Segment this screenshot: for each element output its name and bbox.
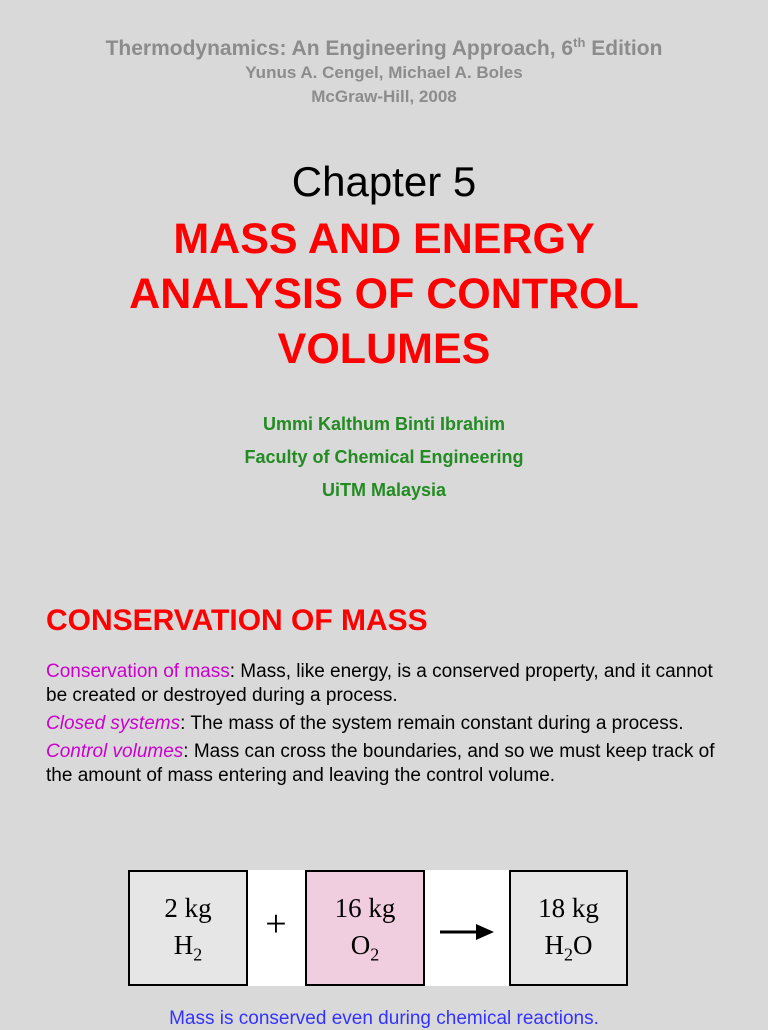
chapter-label: Chapter 5 (291, 158, 477, 205)
book-title-text: Thermodynamics: An Engineering Approach, 6 (105, 37, 574, 60)
book-title-suffix: Edition (585, 37, 663, 60)
chapter-title-line-3: VOLUMES (277, 325, 491, 373)
hydrogen-formula: $H_2$ (173, 930, 203, 965)
section-heading: CONSERVATION OF MASS (46, 604, 428, 637)
definition-text: : Mass can cross the boundaries, and so we must keep track of the amount of mass entering and leaving the control volume. (46, 741, 715, 786)
definition-text: : Mass, like energy, is a conserved property, and it cannot be created or destroyed during a process. (46, 661, 713, 706)
oxygen-mass: 16 kg (334, 893, 396, 923)
oxygen-formula: $O_2$ (350, 930, 380, 965)
chapter-title (0, 212, 768, 377)
definition-text: : The mass of the system remain constant during a process. (180, 713, 684, 734)
chapter-title-line-2: ANALYSIS OF CONTROL (129, 270, 639, 318)
definition-term: Control volumes (46, 741, 184, 762)
book-title-superscript: th (573, 35, 586, 50)
water-formula: $H_2O$ (544, 930, 593, 965)
hydrogen-mass: 2 kg (164, 893, 212, 923)
definition-term: Closed systems (46, 713, 181, 734)
water-mass: 18 kg (538, 893, 599, 923)
definition-closed-systems (46, 712, 736, 736)
reactant-hydrogen-box (128, 870, 248, 986)
reactant-oxygen-box (305, 870, 425, 986)
presenter-institution: UiTM Malaysia (321, 480, 447, 500)
diagram-caption: Mass is conserved even during chemical reactions. (169, 1008, 599, 1029)
product-water-box (509, 870, 628, 986)
plus-sign: + (265, 903, 287, 945)
presenter-faculty: Faculty of Chemical Engineering (244, 447, 524, 467)
book-title (0, 35, 768, 61)
chapter-title-line-1: MASS AND ENERGY (173, 215, 595, 263)
definition-control-volumes (46, 740, 736, 788)
book-authors: Yunus A. Cengel, Michael A. Boles (245, 63, 523, 82)
definition-term: Conservation of mass (46, 661, 230, 682)
book-publisher: McGraw-Hill, 2008 (311, 87, 457, 106)
definition-conservation-of-mass (46, 660, 736, 708)
presenter-name: Ummi Kalthum Binti Ibrahim (262, 414, 505, 434)
reaction-arrow-icon (438, 920, 498, 944)
definitions-list (46, 660, 736, 792)
